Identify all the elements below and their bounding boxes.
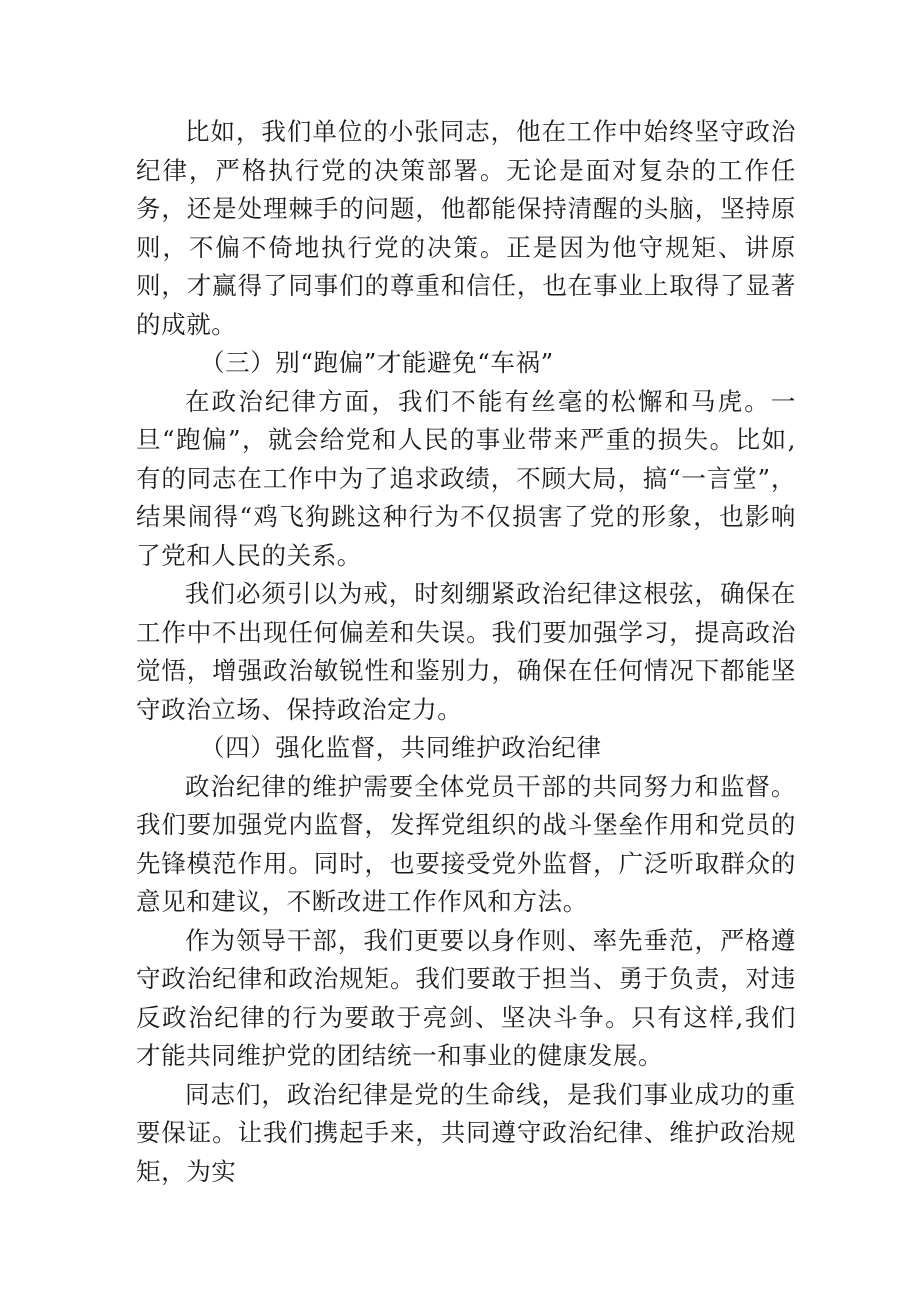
paragraph-example-xiaozhang: 比如，我们单位的小张同志，他在工作中始终坚守政治纪律，严格执行党的决策部署。无论是面对复杂的工作任务，还是处理棘手的问题，他都能保持清醒的头脑，坚持原则，不偏不倚地执行党的决策。正是因为他守规矩、讲原则，才赢得了同事们的尊重和信任，也在事业上取得了显著的成就。 [136,117,796,339]
section-heading-3: （三）别“跑偏”才能避免“车祸” [200,348,554,377]
paragraph-leaders-example: 作为领导干部，我们更要以身作则、率先垂范，严格遵守政治纪律和政治规矩。我们要敢于担当、勇于负责，对违反政治纪律的行为要敢于亮剑、坚决斗争。只有这样,我们才能共同维护党的团结统一和事业的健康发展。 [136,925,796,1070]
section-heading-4: （四）强化监督，共同维护政治纪律 [200,733,602,762]
paragraph-take-warning: 我们必须引以为戒，时刻绷紧政治纪律这根弦，确保在工作中不出现任何偏差和失误。我们要加强学习，提高政治觉悟，增强政治敏锐性和鉴别力，确保在任何情况下都能坚守政治立场、保持政治定力。 [136,579,796,724]
document-body [136,113,796,1191]
paragraph-no-deviation: 在政治纪律方面，我们不能有丝毫的松懈和马虎。一旦“跑偏”，就会给党和人民的事业带来严重的损失。比如,有的同志在工作中为了追求政绩，不顾大局，搞“一言堂”，结果闹得“鸡飞狗跳这种行为不仅损害了党的形象，也影响了党和人民的关系。 [136,386,796,570]
paragraph-supervision: 政治纪律的维护需要全体党员干部的共同努力和监督。我们要加强党内监督，发挥党组织的战斗堡垒作用和党员的先锋模范作用。同时，也要接受党外监督，广泛听取群众的意见和建议，不断改进工作作风和方法。 [136,771,796,916]
paragraph-conclusion: 同志们，政治纪律是党的生命线，是我们事业成功的重要保证。让我们携起手来，共同遵守政治纪律、维护政治规矩，为实 [136,1079,796,1186]
